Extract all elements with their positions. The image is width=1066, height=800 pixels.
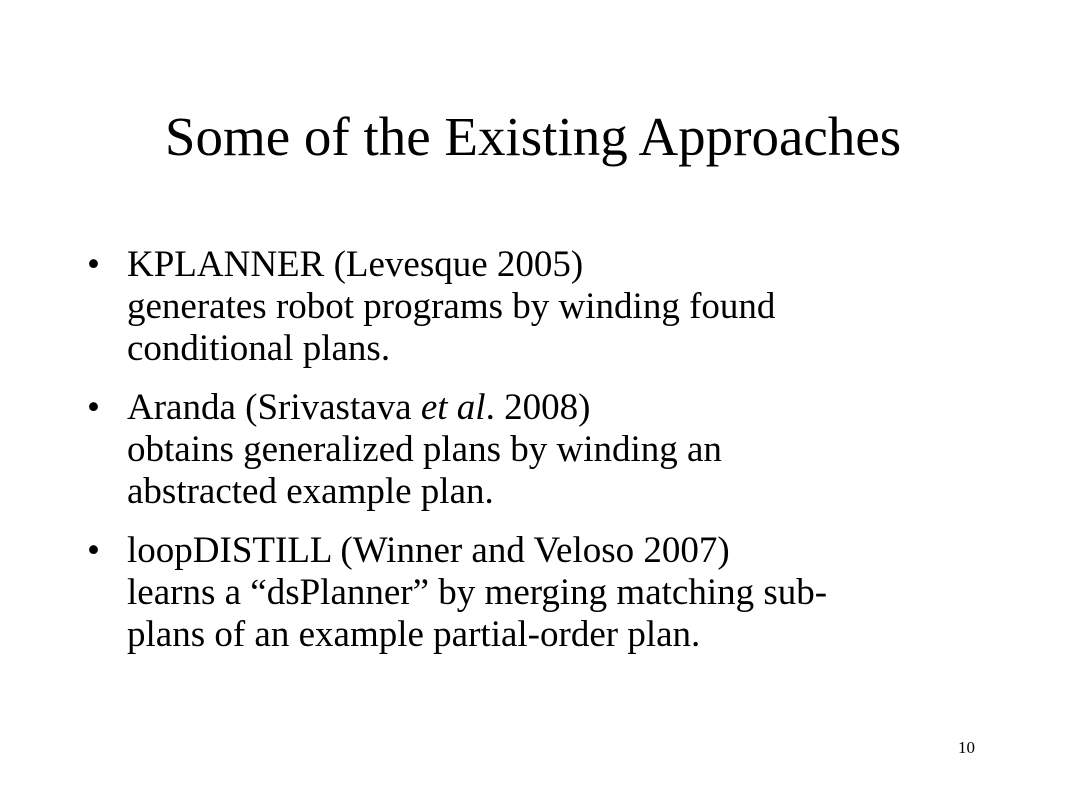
bullet-heading: KPLANNER (Levesque 2005) (127, 244, 584, 285)
bullet-heading (127, 387, 987, 429)
slide-title: Some of the Existing Approaches (164, 106, 902, 167)
bullet-heading-part: Aranda (Srivastava (127, 387, 421, 428)
bullet-text-line: conditional plans. (127, 328, 391, 369)
bullet-text-line: obtains generalized plans by winding an (127, 429, 722, 470)
bullet-dot-icon: • (87, 530, 100, 571)
bullet-dot-icon: • (87, 244, 100, 285)
bullet-item-loopdistill (87, 530, 987, 656)
bullet-text-line: learns a “dsPlanner” by merging matching sub- (127, 572, 828, 613)
bullet-text-line: generates robot programs by winding found (127, 286, 776, 327)
bullet-heading-italic: et al (420, 387, 486, 428)
bullet-text-line: plans of an example partial-order plan. (127, 614, 701, 655)
page-number: 10 (958, 738, 975, 757)
bullet-heading: loopDISTILL (Winner and Veloso 2007) (127, 530, 730, 571)
bullet-heading-part: . 2008) (485, 387, 591, 428)
bullet-item-kplanner (87, 244, 987, 370)
bullet-dot-icon: • (87, 387, 100, 428)
bullet-list (87, 244, 987, 673)
bullet-item-aranda (87, 387, 987, 513)
bullet-text-line: abstracted example plan. (127, 471, 494, 512)
